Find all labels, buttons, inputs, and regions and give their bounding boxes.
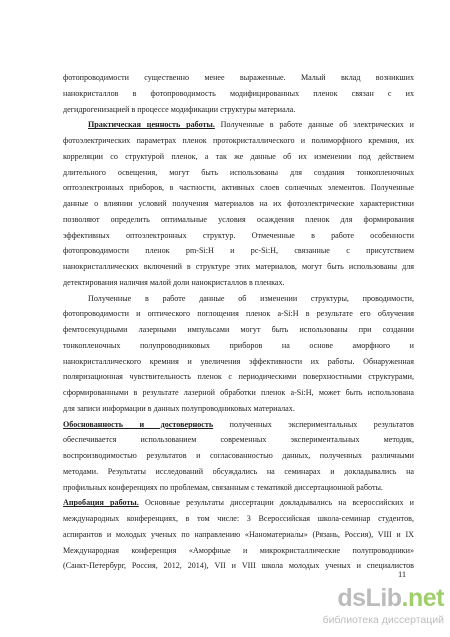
text-line: длительного освещения, могут быть использованы для создания тонкопленочных: [63, 167, 414, 177]
dslib-logo: [337, 584, 444, 613]
paragraph-end: [63, 401, 414, 417]
body-text: [63, 70, 414, 574]
text-line: нанокристаллических включений в структуре этих материалов, могут быть использованы для: [63, 262, 414, 271]
text-line: Международная конференция «Аморфные и микрокристаллические полупроводники»: [63, 545, 414, 555]
text-line: обеспечивается использованием современных экспериментальных методик,: [63, 435, 414, 445]
text-line: фотопроводимости пленок pm-Si:H и pc-Si:H, связанные с присутствием: [63, 246, 414, 256]
text-line: Полученные в работе данные об электрических и: [214, 120, 414, 130]
paragraph: [63, 70, 414, 102]
text-line: воспроизводимостью результатов и согласованностью данных, полученных различными: [63, 451, 414, 460]
watermark-subtitle: библиотека диссертаций: [322, 614, 444, 626]
text-line: корреляции со структурой пленок, а так же данные об их изменении под действием: [63, 151, 414, 161]
logo-domain: .net: [401, 584, 444, 612]
text-line: (Санкт-Петербург, Россия, 2012, 2014), VII и VIII школа молодых ученых и специалистов: [63, 561, 414, 571]
section-heading: Обоснованность и достоверность: [63, 419, 214, 429]
text-line: нанокристаллического кремния и увеличения эффективности их работы. Обнаруженная: [63, 356, 414, 366]
paragraph: [63, 117, 414, 275]
text-line: полученных экспериментальных результатов: [213, 419, 414, 429]
text-line: позволяют определить оптимальные условия осаждения пленок для формирования: [63, 214, 414, 224]
text-line: Полученные в работе данные об изменении структуры, проводимости,: [88, 293, 414, 303]
text-line: профильных конференциях по проблемам, связанным с тематикой диссертационной работы.: [63, 482, 383, 492]
logo-main: dsLib: [337, 584, 402, 612]
paragraph: [63, 417, 414, 480]
text-line: детектирования наличия малой доли нанокристаллов в пленках.: [63, 277, 285, 287]
text-line: дегидрогенизацией в процессе модификации структуры материала.: [63, 104, 296, 114]
paragraph-end: [63, 275, 414, 291]
text-line: международных конференциях, в том числе: 3 Всероссийская школа-семинар студентов,: [63, 514, 414, 523]
text-line: фотоэлектрических параметрах пленок протокристаллического и полиморфного кремния, их: [63, 136, 414, 145]
section-heading: Практическая ценность работы.: [88, 120, 215, 130]
section-heading: Апробация работы.: [63, 498, 139, 508]
text-line: тонкопленочных полупроводниковых приборов на основе аморфного и: [63, 340, 414, 350]
text-line: Основные результаты диссертации докладывались на всероссийских и: [138, 498, 414, 508]
paragraph: [63, 291, 414, 401]
text-line: аспирантов и молодых ученых по направлению «Наноматериалы» (Рязань, Россия), VIII и IX: [63, 529, 414, 539]
text-line: поляризационная чувствительность пленок с периодическими поверхностными структурами,: [63, 372, 414, 382]
text-line: нанокристаллов в фотопроводимость модифицированных пленок связан с их: [63, 88, 414, 98]
text-line: сформированными в результате лазерной обработки пленок a-Si:H, может быть использована: [63, 388, 414, 397]
text-line: методами. Результаты исследований обсуждались на семинарах и докладывались на: [63, 466, 414, 476]
paragraph-end: [63, 102, 414, 118]
paragraph: [63, 495, 414, 574]
text-line: фемтосекундными лазерными импульсами могут быть использованы при создании: [63, 325, 414, 334]
page-number: 11: [398, 569, 407, 579]
text-line: оптоэлектронных приборов, в частности, активных слоев солнечных элементов. Полученные: [63, 183, 414, 193]
text-line: данные о влиянии условий получения материалов на их фотоэлектрические характеристики: [63, 199, 414, 208]
text-line: фотопроводимости существенно менее выраженные. Малый вклад возникших: [63, 73, 414, 82]
text-line: фотопроводимости и оптического поглощения пленок a-Si:H в результате его облучения: [63, 309, 414, 319]
text-line: эффективных оптоэлектронных структур. Отмеченные в работе особенности: [63, 230, 414, 240]
text-line: для записи информации в данных полупроводниковых материалах.: [63, 403, 295, 413]
paragraph-end: [63, 480, 414, 496]
watermark: [322, 584, 448, 634]
